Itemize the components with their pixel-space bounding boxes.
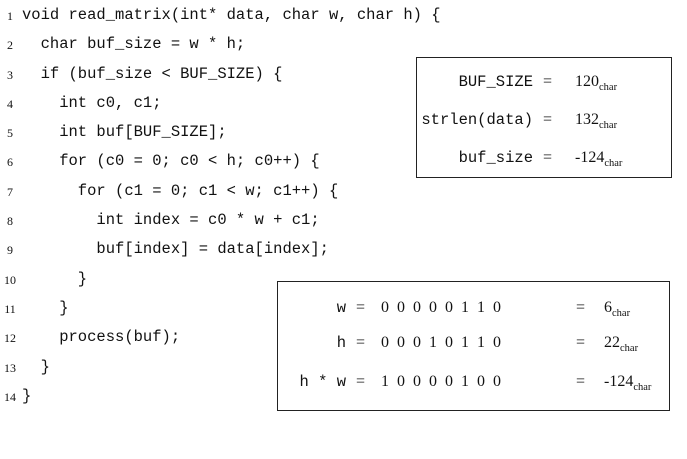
value-unit: char (620, 343, 639, 354)
equals-sign: = (576, 334, 586, 351)
bit-row-name: h (336, 334, 346, 352)
line-number: 4 (7, 96, 13, 111)
equals-sign: = (356, 373, 366, 390)
line-number: 2 (7, 38, 13, 53)
value (575, 149, 622, 169)
bit-pattern: 1 0 0 0 0 1 0 0 (381, 373, 501, 390)
value (575, 111, 617, 131)
code-text: void read_matrix(int* data, char w, char h) { (22, 6, 441, 24)
value-unit: char (633, 382, 652, 393)
equals-sign: = (356, 299, 366, 316)
value-number: 120 (575, 73, 599, 90)
line-number: 8 (7, 214, 13, 229)
code-text: int index = c0 * w + c1; (22, 211, 320, 230)
equals-sign: = (356, 334, 366, 351)
value-number: 132 (575, 111, 599, 128)
bit-row-name: h * w (299, 373, 346, 391)
line-number: 6 (7, 155, 13, 170)
line-number: 14 (4, 389, 16, 404)
decimal-value (604, 373, 651, 393)
code-text: if (buf_size < BUF_SIZE) { (22, 64, 283, 83)
line-number: 7 (7, 184, 13, 199)
value (575, 73, 617, 93)
code-text: process(buf); (22, 328, 181, 347)
constants-box (416, 57, 672, 178)
code-text: buf[index] = data[index]; (22, 240, 329, 259)
code-text: int c0, c1; (22, 93, 162, 112)
code-text: } (22, 357, 50, 376)
code-text: } (22, 269, 88, 288)
equals-sign: = (576, 299, 586, 316)
code-text: for (c1 = 0; c1 < w; c1++) { (22, 181, 339, 200)
decimal-value (604, 299, 630, 319)
equals-sign: = (543, 111, 553, 128)
value-number: -124 (575, 149, 605, 166)
value-unit: char (599, 120, 618, 131)
code-text: int buf[BUF_SIZE]; (22, 123, 227, 142)
line-number: 10 (4, 272, 16, 287)
value-number: 22 (604, 334, 620, 351)
bit-row-name: w (336, 299, 346, 317)
code-text: char buf_size = w * h; (22, 35, 246, 54)
decimal-value (604, 334, 638, 354)
bit-pattern: 0 0 0 1 0 1 1 0 (381, 334, 501, 351)
value-unit: char (612, 308, 631, 319)
equals-sign: = (576, 373, 586, 390)
value-number: 6 (604, 299, 612, 316)
line-number: 3 (7, 67, 13, 82)
bit-pattern: 0 0 0 0 0 1 1 0 (381, 299, 501, 316)
code-text: for (c0 = 0; c0 < h; c0++) { (22, 152, 320, 171)
value-name: BUF_SIZE (458, 73, 533, 91)
line-number: 9 (7, 243, 13, 258)
value-name: strlen(data) (421, 111, 533, 129)
value-unit: char (599, 82, 618, 93)
line-number: 13 (4, 360, 16, 375)
line-number: 12 (4, 331, 16, 346)
value-name: buf_size (458, 149, 533, 167)
value-number: -124 (604, 373, 634, 390)
line-number: 1 (7, 9, 13, 23)
line-number: 5 (7, 126, 13, 141)
equals-sign: = (543, 149, 553, 166)
code-text: } (22, 298, 69, 317)
line-number: 11 (4, 301, 16, 316)
equals-sign: = (543, 73, 553, 90)
value-unit: char (604, 158, 623, 169)
bit-representation-box (277, 281, 670, 411)
code-text: } (22, 386, 32, 405)
